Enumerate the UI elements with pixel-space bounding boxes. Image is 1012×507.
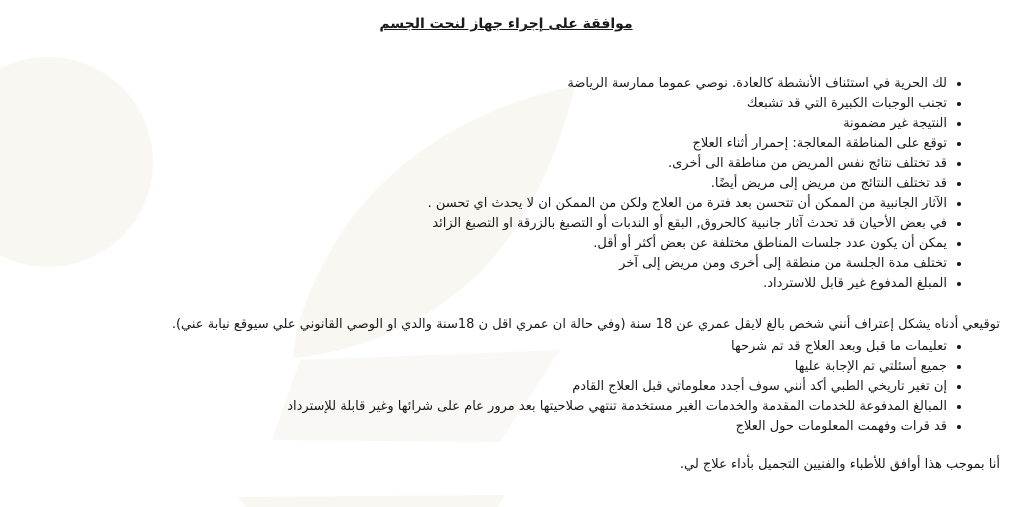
document-content <box>0 14 1012 475</box>
signature-declaration: توقيعي أدناه يشكل إعتراف أنني شخص بالغ لايقل عمري عن 18 سنة (وفي حالة ان عمري اقل ن 18سنة والدي او الوصي القانوني علي سيوقع نيابة عني). <box>171 317 1000 332</box>
consent-point: • المبلغ المدفوع غير قابل للاسترداد. <box>12 274 947 294</box>
document-title: موافقة على إجراء جهاز لنحت الجسم <box>379 16 633 32</box>
consent-point: • تختلف مدة الجلسة من منطقة إلى أخرى ومن مريض إلى آخر <box>12 254 947 274</box>
acknowledgement-point: • تعليمات ما قبل وبعد العلاج قد تم شرحها <box>12 337 947 357</box>
consent-point: • قد تختلف النتائج من مريض إلى مريض أيضًا. <box>12 174 947 194</box>
acknowledgement-points-list <box>12 337 962 437</box>
consent-point: • يمكن أن يكون عدد جلسات المناطق مختلفة عن بعض أكثر أو أقل. <box>12 234 947 254</box>
consent-point: • الآثار الجانبية من الممكن أن تتحسن بعد فترة من العلاج ولكن من الممكن ان لا يحدث اي تحسن . <box>12 194 947 214</box>
consent-points-list <box>12 74 962 294</box>
watermark-bottom-strip <box>238 495 505 507</box>
acknowledgement-point: • جميع أسئلتي تم الإجابة عليها <box>12 357 947 377</box>
consent-point: • لك الحرية في استئناف الأنشطة كالعادة. نوصي عموما ممارسة الرياضة <box>12 74 947 94</box>
consent-point: • في بعض الأحيان قد تحدث آثار جانبية كالحروق, البقع أو الندبات أو التصبغ بالزرقة او التصبغ الزائد <box>12 214 947 234</box>
acknowledgement-point: • إن تغير تاريخي الطبي أكد أنني سوف أجدد معلوماتي قبل العلاج القادم <box>12 377 947 397</box>
consent-point: • قد تختلف نتائج نفس المريض من مناطقة الى أخرى. <box>12 154 947 174</box>
consent-point: • تجنب الوجبات الكبيرة التي قد تشبعك <box>12 94 947 114</box>
acknowledgement-point: • المبالغ المدفوعة للخدمات المقدمة والخدمات الغير مستخدمة تنتهي صلاحيتها بعد مرور عام على شرائها وغير قابلة للإسترداد <box>12 397 947 417</box>
consent-point: • النتيجة غير مضمونة <box>12 114 947 134</box>
closing-consent-statement: أنا بموجب هذا أوافق للأطباء والفنيين التجميل بأداء علاج لي. <box>679 457 1000 472</box>
acknowledgement-point: • قد قرات وفهمت المعلومات حول العلاج <box>12 417 947 437</box>
consent-point: • توقع على المناطقة المعالجة: إحمرار أثناء العلاج <box>12 134 947 154</box>
